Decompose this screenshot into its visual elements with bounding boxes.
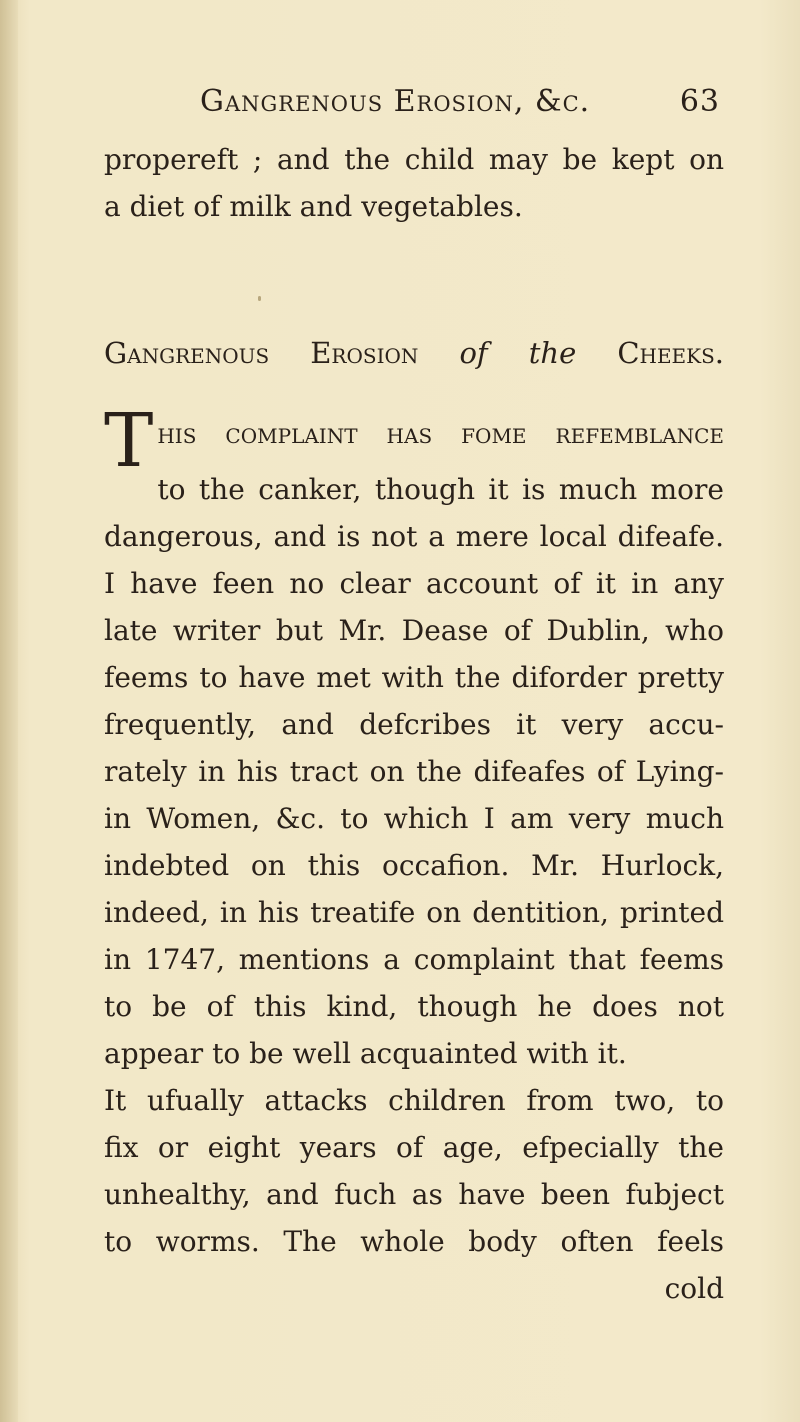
text-line: rately in his tract on the difeafes of Lying-	[104, 755, 724, 788]
continuation-paragraph	[104, 136, 724, 230]
text-line: in Women, &c. to which I am very much	[104, 802, 724, 835]
heading-part-1: Gangrenous Erosion	[104, 336, 419, 370]
page-gutter	[0, 0, 18, 1422]
section-heading	[104, 336, 724, 370]
text-line: unhealthy, and fuch as have been fubject	[104, 1178, 724, 1211]
running-head	[200, 84, 720, 132]
text-line: dangerous, and is not a mere local difeafe.	[104, 520, 724, 553]
heading-part-2: Cheeks.	[617, 336, 725, 370]
heading-of-the: of the	[459, 336, 577, 370]
page-number: 63	[679, 84, 720, 119]
running-title	[200, 84, 590, 119]
text-line: in 1747, mentions a complaint that feems	[104, 943, 724, 976]
text-line: It ufually attacks children from two, to	[104, 1084, 724, 1117]
text-line: indeed, in his treatife on dentition, printed	[104, 896, 724, 929]
text-line: a diet of milk and vegetables.	[104, 190, 523, 223]
drop-cap: T	[104, 398, 154, 484]
text-line: to worms. The whole body often feels	[104, 1225, 724, 1258]
text-line: to the canker, though it is much more	[157, 473, 724, 506]
catchword: cold	[664, 1272, 724, 1305]
first-line-text: his complaint has fome refemblance	[157, 417, 724, 450]
text-line: frequently, and defcribes it very accu-	[104, 708, 724, 741]
text-line: appear to be well acquainted with it.	[104, 1037, 627, 1070]
text-line: I have feen no clear account of it in any	[104, 567, 724, 600]
text-line: to be of this kind, though he does not	[104, 990, 724, 1023]
text-line: feems to have met with the diforder pretty	[104, 661, 724, 694]
text-line: indebted on this occafion. Mr. Hurlock,	[104, 849, 724, 882]
text-line: propereft ; and the child may be kept on	[104, 143, 724, 176]
first-line	[104, 398, 724, 484]
section-body	[104, 398, 724, 1312]
text-line: fix or eight years of age, efpecially the	[104, 1131, 724, 1164]
text-line: late writer but Mr. Dease of Dublin, who	[104, 614, 724, 647]
running-title-text: Gangrenous Erosion, &c.	[200, 84, 591, 119]
paper-speck	[258, 296, 261, 301]
